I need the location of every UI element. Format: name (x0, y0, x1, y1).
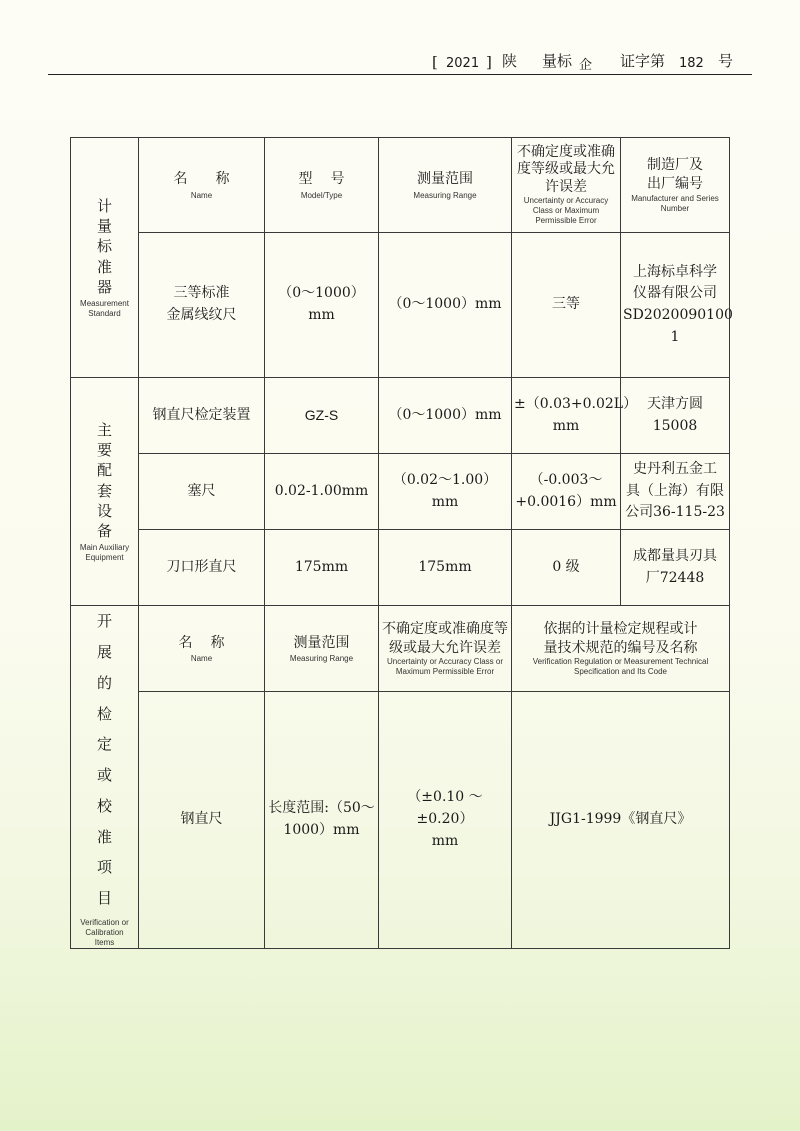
aux-range: （0～1000）mm (379, 378, 512, 454)
aux-uncertainty: （-0.003～ +0.0016）mm (512, 454, 621, 530)
aux-range: （0.02～1.00）mm (379, 454, 512, 530)
auxiliary-row-1 (71, 378, 730, 454)
header-name: 名称 Name (139, 138, 265, 233)
section-title-cn: 计量标准器 (96, 196, 112, 296)
item-range: 长度范围:（50～ 1000）mm (265, 692, 379, 949)
aux-manufacturer: 史丹利五金工 具（上海）有限 公司36-115-23 (621, 454, 730, 530)
auxiliary-row-3 (71, 530, 730, 606)
aux-range: 175mm (379, 530, 512, 606)
certificate-year: 2021 (446, 56, 480, 71)
certificate-number-line (48, 52, 752, 75)
standard-header-row (71, 138, 730, 233)
header-uncertainty: 不确定度或准确度等级或最大允许误差 Uncertainty or Accuracy Class or Maximum Permissible Error (379, 606, 512, 692)
aux-model: 175mm (265, 530, 379, 606)
aux-name: 塞尺 (139, 454, 265, 530)
standard-model: （0～1000）mm (265, 233, 379, 378)
header-range: 测量范围 Measuring Range (265, 606, 379, 692)
standard-manufacturer: 上海标卓科学 仪器有限公司 SD2020090100 1 (621, 233, 730, 378)
auxiliary-row-2 (71, 454, 730, 530)
province-abbr: 陕 (502, 52, 518, 70)
header-regulation: 依据的计量检定规程或计量技术规范的编号及名称 Verification Regulation or Measurement Technical Specification and Its Code (512, 606, 730, 692)
cert-word-3: 证字第 (620, 52, 666, 70)
aux-uncertainty: 0 级 (512, 530, 621, 606)
aux-name: 钢直尺检定装置 (139, 378, 265, 454)
header-uncertainty: 不确定度或准确度等级或最大允许误差 Uncertainty or Accuracy Class or Maximum Permissible Error (512, 138, 621, 233)
aux-uncertainty: ±（0.03+0.02L） mm (512, 378, 621, 454)
aux-model: GZ-S (265, 378, 379, 454)
certificate-table (70, 137, 733, 949)
certificate-number: 182 (679, 56, 704, 71)
header-range: 测量范围 Measuring Range (379, 138, 512, 233)
verification-data-row (71, 692, 730, 949)
section-title-en: Main Auxiliary Equipment (79, 543, 130, 563)
cert-word-1: 量标 (542, 52, 573, 70)
aux-manufacturer: 成都量具刃具 厂72448 (621, 530, 730, 606)
standard-uncertainty: 三等 (512, 233, 621, 378)
standard-range: （0～1000）mm (379, 233, 512, 378)
section-title-cn: 开展的检定或校准项目 (96, 612, 112, 907)
header-name: 名称 Name (139, 606, 265, 692)
item-regulation: JJG1-1999《钢直尺》 (512, 692, 730, 949)
section-verification-items (71, 606, 139, 949)
bracket-close: ] (486, 53, 492, 71)
section-title-en: Verification or Calibration Items (80, 917, 129, 947)
section-measurement-standard (71, 138, 139, 378)
verification-header-row (71, 606, 730, 692)
standard-data-row (71, 233, 730, 378)
section-title-en: Measurement Standard (80, 299, 129, 319)
standard-name: 三等标准 金属线纹尺 (139, 233, 265, 378)
section-auxiliary-equipment (71, 378, 139, 606)
header-manufacturer: 制造厂及出厂编号 Manufacturer and Series Number (621, 138, 730, 233)
aux-name: 刀口形直尺 (139, 530, 265, 606)
section-title-cn: 主要配套设备 (96, 420, 112, 540)
cert-suffix: 号 (718, 52, 734, 70)
cert-word-2: 企 (579, 58, 593, 73)
header-model: 型号 Model/Type (265, 138, 379, 233)
bracket-open: [ (432, 53, 438, 71)
item-uncertainty: （±0.10 ～ ±0.20） mm (379, 692, 512, 949)
item-name: 钢直尺 (139, 692, 265, 949)
aux-model: 0.02-1.00mm (265, 454, 379, 530)
aux-manufacturer: 天津方圆 15008 (621, 378, 730, 454)
